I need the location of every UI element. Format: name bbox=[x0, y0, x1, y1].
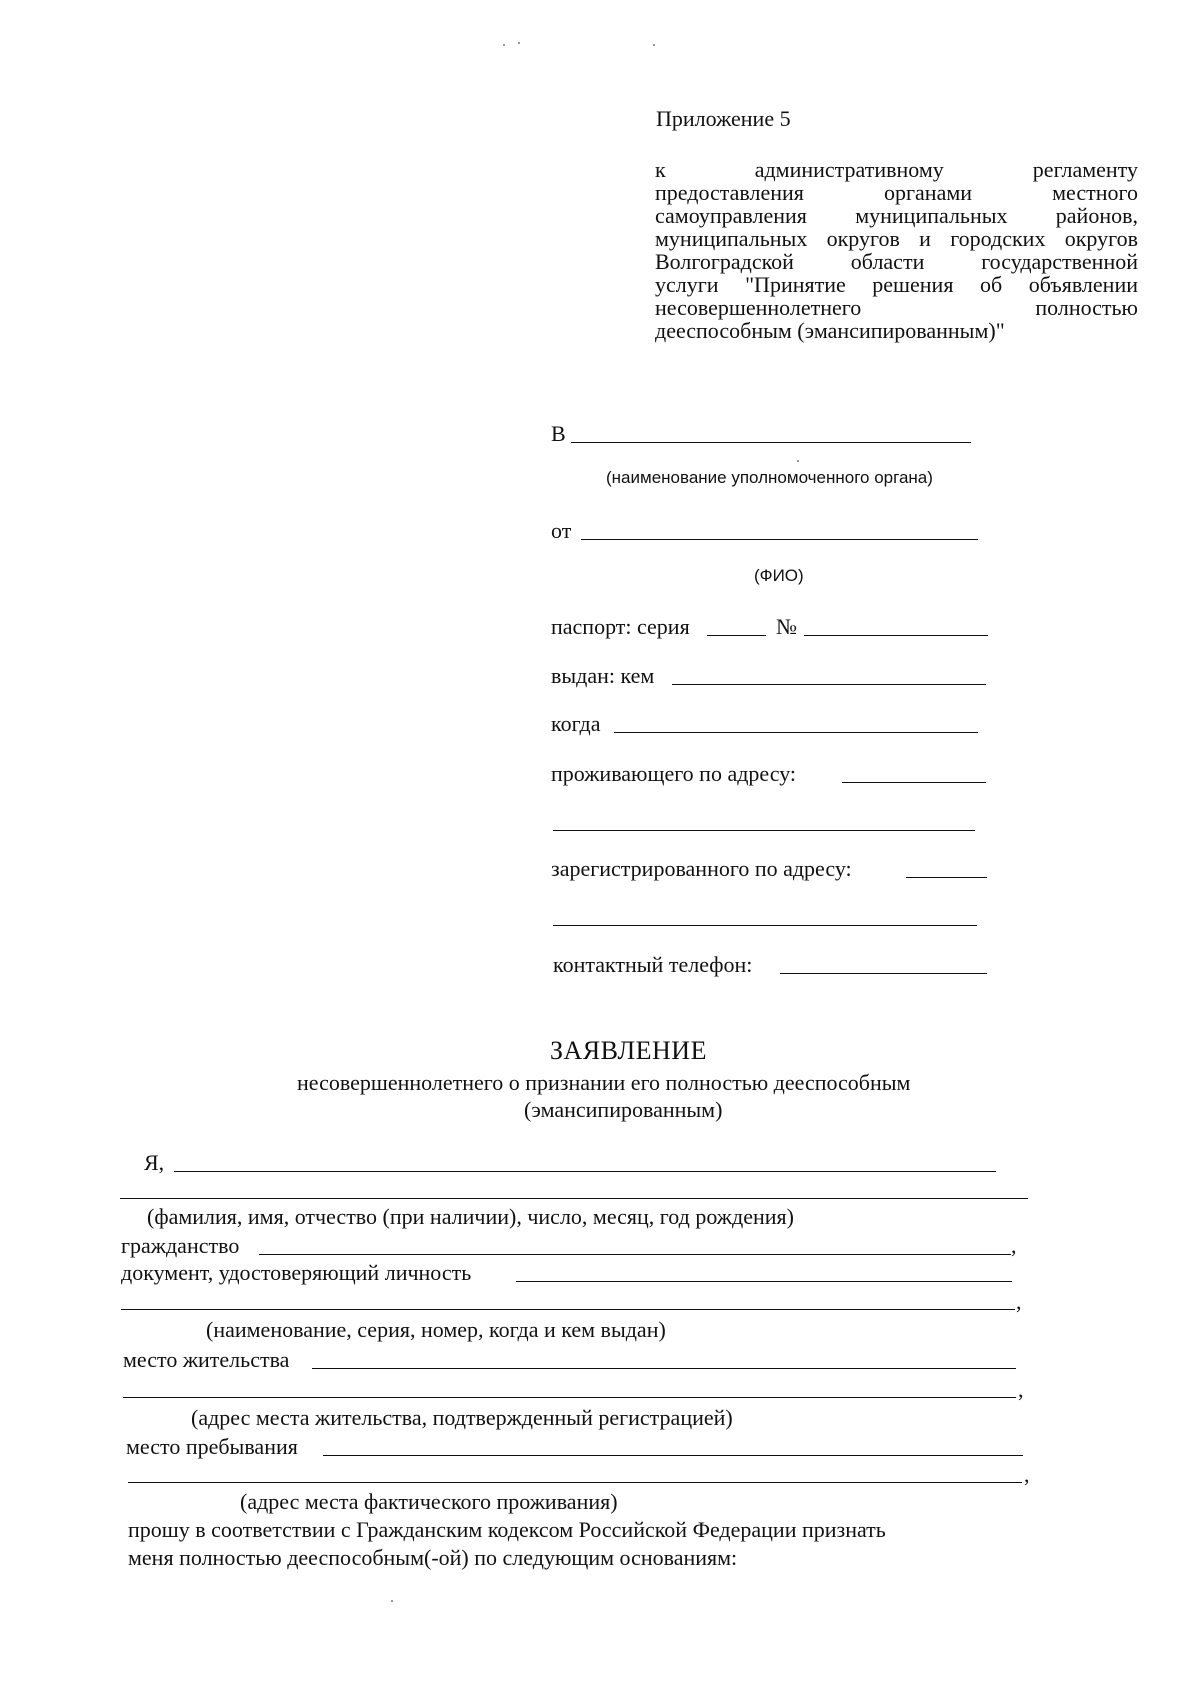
statement-subtitle: несовершеннолетнего о признании его полностью дееспособным bbox=[297, 1070, 911, 1095]
scan-speck bbox=[518, 42, 520, 44]
appendix-line: Волгоградской области государственной bbox=[655, 249, 1138, 274]
appendix-text bbox=[655, 158, 1138, 342]
residence-label: место жительства bbox=[123, 1347, 290, 1372]
appendix-line: предоставления органами местного bbox=[655, 180, 1138, 205]
applicant-name-field-2[interactable] bbox=[120, 1198, 1028, 1199]
residing-address-field[interactable] bbox=[842, 782, 986, 783]
residence-field-2[interactable] bbox=[123, 1397, 1016, 1398]
statement-subtitle-2: (эмансипированным) bbox=[524, 1097, 723, 1122]
residence-field[interactable] bbox=[312, 1368, 1016, 1369]
scan-speck bbox=[797, 460, 799, 462]
from-prefix: от bbox=[551, 518, 572, 543]
appendix-line: муниципальных округов и городских округов bbox=[655, 226, 1138, 251]
stay-field[interactable] bbox=[323, 1455, 1023, 1456]
comma: , bbox=[1024, 1462, 1030, 1487]
stay-label: место пребывания bbox=[126, 1434, 298, 1459]
applicant-name-field[interactable] bbox=[174, 1171, 996, 1172]
passport-number-field[interactable] bbox=[804, 635, 988, 636]
registered-address-field-2[interactable] bbox=[553, 925, 977, 926]
passport-series-label: паспорт: серия bbox=[551, 614, 690, 639]
issued-by-label: выдан: кем bbox=[551, 663, 655, 688]
phone-field[interactable] bbox=[780, 973, 987, 974]
request-line-1: прошу в соответствии с Гражданским кодексом Российской Федерации признать bbox=[128, 1517, 886, 1542]
issued-by-field[interactable] bbox=[672, 684, 986, 685]
citizenship-field[interactable] bbox=[259, 1254, 1011, 1255]
name-caption: (фамилия, имя, отчество (при наличии), число, месяц, год рождения) bbox=[147, 1204, 794, 1229]
appendix-line: услуги "Принятие решения об объявлении bbox=[655, 272, 1138, 297]
phone-label: контактный телефон: bbox=[553, 952, 753, 977]
citizenship-label: гражданство bbox=[121, 1233, 240, 1258]
id-doc-field-2[interactable] bbox=[121, 1309, 1015, 1310]
appendix-line: к административному регламенту bbox=[655, 157, 1138, 182]
number-sign: № bbox=[776, 614, 797, 639]
id-doc-caption: (наименование, серия, номер, когда и кем выдан) bbox=[206, 1317, 666, 1342]
comma: , bbox=[1018, 1377, 1024, 1402]
stay-field-2[interactable] bbox=[128, 1482, 1022, 1483]
authority-name-field[interactable] bbox=[571, 442, 971, 443]
fio-caption: (ФИО) bbox=[754, 566, 804, 585]
scan-speck bbox=[391, 1600, 393, 1602]
appendix-line: самоуправления муниципальных районов, bbox=[655, 203, 1138, 228]
id-doc-label: документ, удостоверяющий личность bbox=[121, 1260, 472, 1285]
appendix-line: несовершеннолетнего полностью bbox=[655, 295, 1138, 320]
stay-caption: (адрес места фактического проживания) bbox=[240, 1489, 618, 1514]
applicant-fio-field[interactable] bbox=[581, 539, 978, 540]
appendix-line: дееспособным (эмансипированным)" bbox=[655, 318, 1005, 343]
issued-when-field[interactable] bbox=[614, 732, 978, 733]
issued-when-label: когда bbox=[551, 711, 601, 736]
registered-label: зарегистрированного по адресу: bbox=[551, 856, 852, 881]
to-prefix: В bbox=[551, 421, 566, 446]
authority-caption: (наименование уполномоченного органа) bbox=[606, 468, 933, 487]
scan-speck bbox=[653, 44, 655, 46]
registered-address-field[interactable] bbox=[906, 877, 987, 878]
comma: , bbox=[1011, 1233, 1017, 1258]
statement-title: ЗАЯВЛЕНИЕ bbox=[550, 1036, 707, 1065]
comma: , bbox=[1016, 1289, 1022, 1314]
residence-caption: (адрес места жительства, подтвержденный регистрацией) bbox=[191, 1405, 733, 1430]
residing-label: проживающего по адресу: bbox=[551, 761, 797, 786]
residing-address-field-2[interactable] bbox=[553, 830, 975, 831]
request-line-2: меня полностью дееспособным(-ой) по следующим основаниям: bbox=[128, 1545, 738, 1570]
appendix-title: Приложение 5 bbox=[656, 106, 791, 131]
id-doc-field[interactable] bbox=[516, 1281, 1012, 1282]
passport-series-field[interactable] bbox=[707, 635, 766, 636]
scan-speck bbox=[503, 44, 505, 46]
i-label: Я, bbox=[144, 1150, 165, 1175]
